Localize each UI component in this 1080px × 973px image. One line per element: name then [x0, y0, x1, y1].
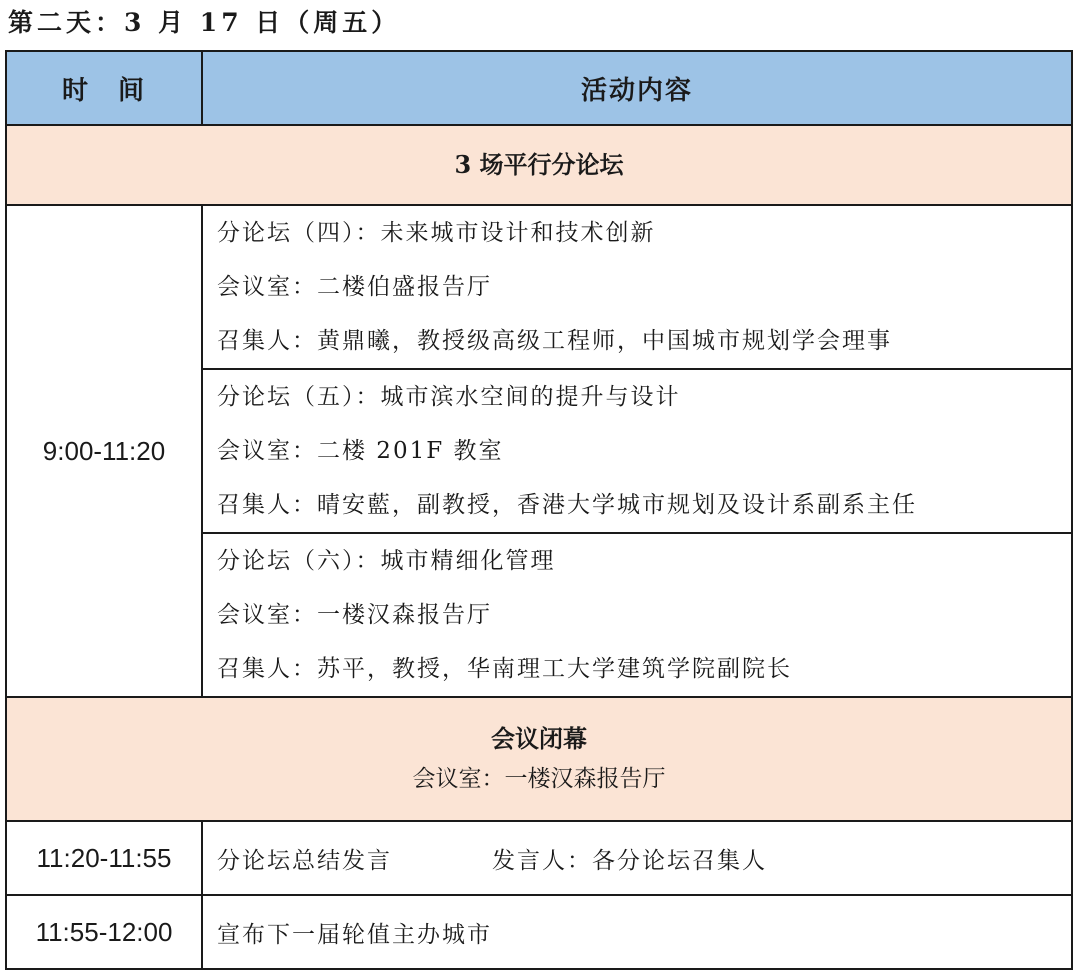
- forum-cell: [202, 205, 1072, 369]
- day-title: 第二天：3 月 17 日（周五）: [8, 8, 401, 37]
- forum-convener: 召集人：黄鼎曦，教授级高级工程师，中国城市规划学会理事: [217, 328, 892, 354]
- header-time: 时 间: [6, 51, 202, 125]
- schedule-table: [5, 50, 1073, 970]
- time-cell: 9:00-11:20: [6, 205, 202, 697]
- forum-room: 会议室：二楼伯盛报告厅: [217, 274, 492, 300]
- item-speaker: 发言人：各分论坛召集人: [492, 847, 767, 874]
- forum-convener: 召集人：晴安藍，副教授，香港大学城市规划及设计系副系主任: [217, 492, 917, 518]
- table-header-row: [6, 51, 1072, 125]
- forum-cell: [202, 369, 1072, 533]
- forum-title: 分论坛（四）：未来城市设计和技术创新: [217, 220, 656, 246]
- time-cell: 11:20-11:55: [6, 821, 202, 895]
- forum-convener: 召集人：苏平，教授，华南理工大学建筑学院副院长: [217, 656, 792, 682]
- item-cell: [202, 895, 1072, 969]
- section-row-closing: [6, 697, 1072, 821]
- item-text: 宣布下一届轮值主办城市: [217, 921, 492, 948]
- section-parallel-cell: [6, 125, 1072, 205]
- forum-cell: [202, 533, 1072, 697]
- forum-title: 分论坛（六）：城市精细化管理: [217, 548, 556, 574]
- section-room: 会议室：一楼汉森报告厅: [412, 766, 666, 792]
- forum-room: 会议室：一楼汉森报告厅: [217, 602, 492, 628]
- forum-title: 分论坛（五）：城市滨水空间的提升与设计: [217, 384, 681, 410]
- section-title: 3 场平行分论坛: [454, 150, 624, 179]
- header-content: 活动内容: [202, 51, 1072, 125]
- item-cell: [202, 821, 1072, 895]
- forum-room: 会议室：二楼 201F 教室: [217, 438, 504, 464]
- time-cell: 11:55-12:00: [6, 895, 202, 969]
- section-title: 会议闭幕: [491, 724, 587, 753]
- closing-item-row: [6, 895, 1072, 969]
- section-closing-cell: [6, 697, 1072, 821]
- section-row-parallel: [6, 125, 1072, 205]
- closing-item-row: [6, 821, 1072, 895]
- forum-row: [6, 205, 1072, 369]
- item-text: 分论坛总结发言: [217, 847, 392, 874]
